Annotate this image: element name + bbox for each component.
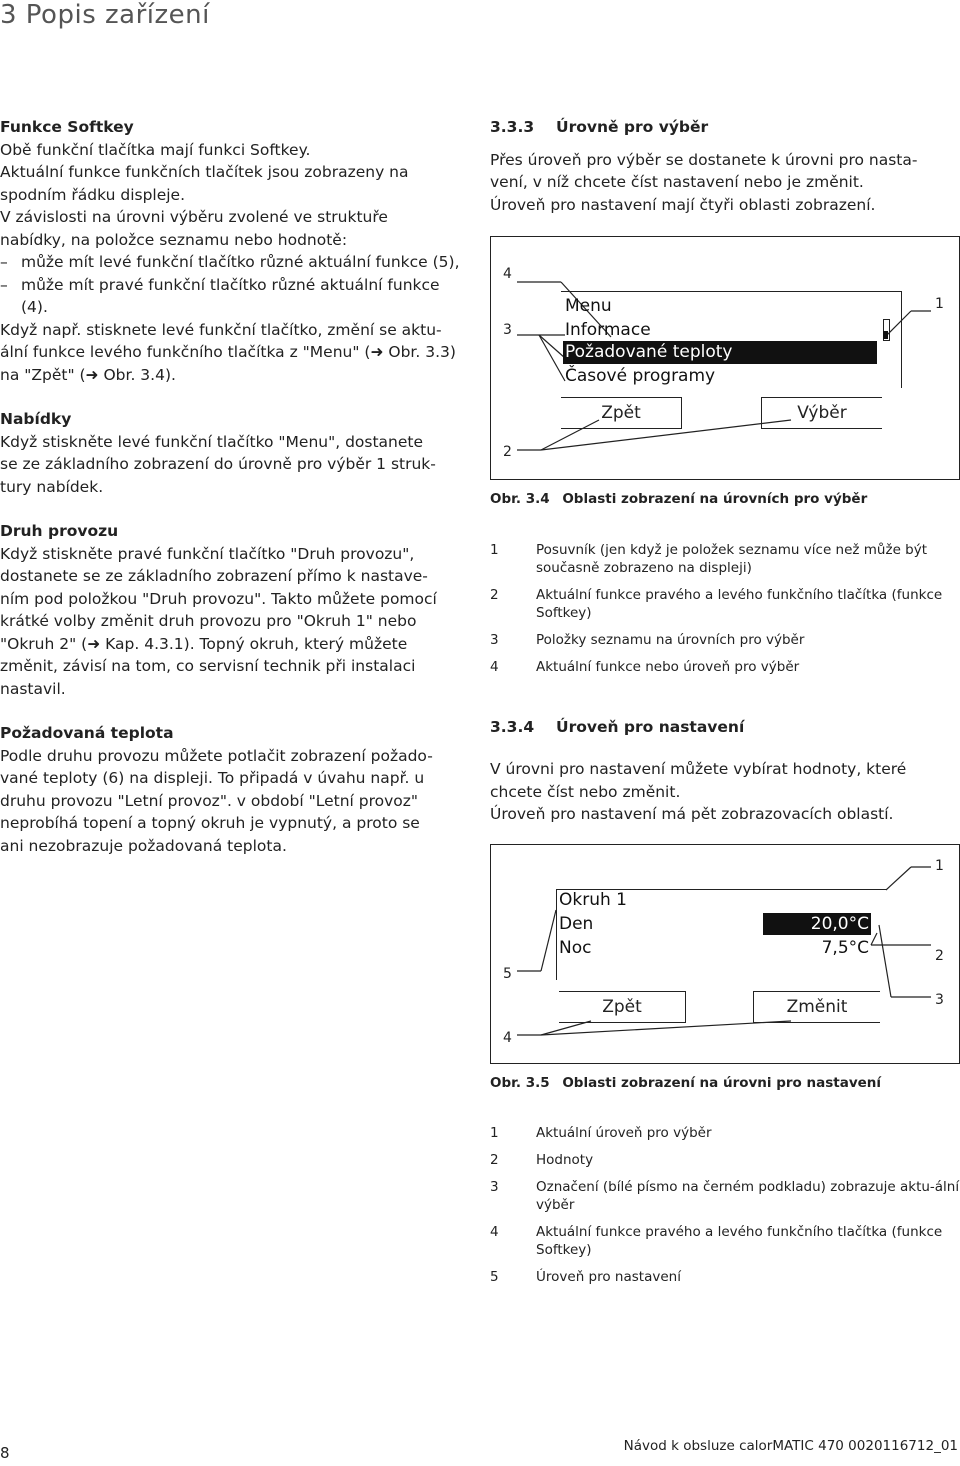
dash-item: – může mít levé funkční tlačítko různé aktuální funkce (5), [0, 251, 465, 274]
legend-number: 1 [490, 1125, 499, 1141]
section-druh-provozu [0, 520, 465, 700]
section-nabidky [0, 408, 465, 498]
callout-4: 4 [503, 1029, 512, 1046]
dash-item: – může mít pravé funkční tlačítko různé aktuální funkce (4). [0, 274, 465, 319]
legend-3-4 [490, 541, 960, 676]
text-line: V úrovni pro nastavení můžete vybírat hodnoty, které [490, 760, 907, 778]
menu-title: Menu [565, 296, 612, 316]
caption-label: Obr. 3.5 [490, 1074, 550, 1091]
legend-text: Aktuální úroveň pro výběr [536, 1125, 712, 1141]
legend-text: Aktuální funkce nebo úroveň pro výběr [536, 658, 800, 675]
figure-caption [490, 1072, 960, 1095]
figure-3-4 [490, 236, 960, 480]
section-title: Požadovaná teplota [0, 724, 174, 742]
text-line: ální funkce levého funkčního tlačítka z "Menu" (➜ Obr. 3.3) [0, 343, 456, 361]
legend-number: 1 [490, 541, 499, 558]
legend-item [490, 541, 960, 577]
callout-3: 3 [503, 322, 512, 338]
legend-number: 2 [490, 1152, 499, 1168]
chapter-header: 3 Popis zařízení [0, 0, 210, 30]
legend-text: Hodnoty [536, 1152, 594, 1168]
section-heading-3-3-3 [490, 116, 960, 139]
legend-number: 3 [490, 1179, 499, 1195]
text-line: vení, v níž chcete číst nastavení nebo je změnit. [490, 173, 864, 191]
page-number: 8 [0, 1444, 10, 1462]
row-label: Den [559, 913, 594, 934]
text-line: Když např. stisknete levé funkční tlačítko, změní se aktu- [0, 320, 442, 339]
legend-number: 5 [490, 1269, 499, 1285]
row-value: 7,5°C [821, 937, 869, 958]
section-title: Nabídky [0, 410, 72, 428]
legend-item [490, 631, 960, 649]
text-line: "Okruh 2" (➜ Kap. 4.3.1). Topný okruh, který můžete [0, 634, 408, 653]
text-line: Úroveň pro nastavení mají čtyři oblasti zobrazení. [490, 195, 876, 214]
legend-text: Aktuální funkce pravého a levého funkčního tlačítka (funkce Softkey) [536, 586, 943, 621]
text-line: chcete číst nebo změnit. [490, 782, 681, 801]
callout-5: 5 [503, 965, 512, 982]
legend-item [490, 1124, 960, 1142]
menu-item-selected: Požadované teploty [563, 341, 877, 364]
menu-item: Informace [565, 320, 651, 340]
legend-number: 4 [490, 658, 499, 675]
text-line: Obě funkční tlačítka mají funkci Softkey. [0, 140, 311, 159]
legend-item [490, 1151, 960, 1169]
legend-text: Aktuální funkce pravého a levého funkčního tlačítka (funkce Softkey) [536, 1224, 943, 1258]
text-line: Když stiskněte levé funkční tlačítko "Menu", dostanete [0, 432, 424, 451]
figure-caption [490, 488, 960, 511]
row-label: Noc [559, 937, 592, 958]
caption-text: Oblasti zobrazení na úrovních pro výběr [562, 491, 868, 507]
legend-item [490, 586, 960, 622]
caption-text: Oblasti zobrazení na úrovni pro nastavení [562, 1074, 882, 1091]
text-line: Podle druhu provozu můžete potlačit zobrazení požado- [0, 746, 433, 765]
legend-number: 2 [490, 586, 499, 603]
section-softkey [0, 116, 465, 386]
callout-1: 1 [935, 296, 944, 312]
text-line: na "Zpět" (➜ Obr. 3.4). [0, 365, 176, 384]
legend-3-5 [490, 1124, 960, 1286]
text-line: změnit, závisí na tom, co servisní technik při instalaci [0, 657, 416, 675]
text-line: Když stiskněte pravé funkční tlačítko "Druh provozu", [0, 544, 415, 563]
paragraph [490, 149, 960, 217]
text-line: druhu provozu "Letní provoz". v období "Letní provoz" [0, 791, 419, 810]
text-line: tury nabídek. [0, 477, 104, 496]
paragraph [490, 758, 960, 826]
text-line: nastavil. [0, 679, 66, 698]
text-line: se ze základního zobrazení do úrovně pro výběr 1 struk- [0, 455, 436, 473]
softkey-left: Zpět [561, 397, 682, 429]
legend-text: Položky seznamu na úrovních pro výběr [536, 631, 805, 648]
callout-1: 1 [935, 857, 944, 874]
text-line: nabídky, na položce seznamu nebo hodnotě: [0, 230, 348, 249]
text-line: Přes úroveň pro výběr se dostanete k úrovni pro nasta- [490, 150, 918, 169]
callout-2: 2 [503, 444, 512, 460]
legend-item [490, 1268, 960, 1286]
softkey-right: Změnit [753, 991, 880, 1023]
section-pozadovana-teplota [0, 722, 465, 857]
section-heading-3-3-4 [490, 716, 960, 739]
text-line: Úroveň pro nastavení má pět zobrazovacích oblastí. [490, 805, 894, 823]
text-line: V závislosti na úrovni výběru zvolené ve struktuře [0, 208, 388, 226]
row-value-selected: 20,0°C [763, 913, 871, 936]
dash-list [0, 251, 465, 319]
figure-3-5 [490, 844, 960, 1064]
legend-item [490, 658, 960, 676]
legend-item [490, 1178, 960, 1214]
text-line: ani nezobrazuje požadovaná teplota. [0, 836, 287, 855]
text-line: vané teploty (6) na displeji. To připadá v úvahu např. u [0, 769, 425, 787]
softkey-right: Výběr [761, 397, 882, 429]
legend-text: Úroveň pro nastavení [536, 1269, 681, 1285]
right-column [490, 116, 960, 1295]
section-title: Úrovně pro výběr [556, 118, 709, 136]
callout-3: 3 [935, 991, 944, 1008]
callout-2: 2 [935, 947, 944, 964]
left-column [0, 116, 465, 879]
text-line: spodním řádku displeje. [0, 185, 186, 204]
softkey-left: Zpět [559, 991, 686, 1023]
text-line: dostanete se ze základního zobrazení přímo k nastave- [0, 567, 428, 585]
menu-item: Časové programy [565, 366, 716, 386]
legend-text: Označení (bílé písmo na černém podkladu) zobrazuje aktu-ální výběr [536, 1179, 960, 1213]
legend-item [490, 1223, 960, 1259]
legend-text: Posuvník (jen když je položek seznamu více než může být současně zobrazeno na displeji) [536, 541, 928, 576]
section-number: 3.3.3 [490, 118, 535, 136]
callout-4: 4 [503, 266, 512, 282]
text-line: neprobíhá topení a topný okruh je vypnutý, a proto se [0, 814, 420, 832]
section-title: Druh provozu [0, 522, 119, 540]
settings-title: Okruh 1 [559, 889, 627, 910]
scrollbar-thumb [883, 331, 888, 339]
section-title: Funkce Softkey [0, 118, 134, 136]
caption-label: Obr. 3.4 [490, 491, 550, 507]
document-title: Návod k obsluze calorMATIC 470 0020116712_01 [623, 1438, 958, 1454]
section-title: Úroveň pro nastavení [556, 717, 745, 736]
text-line: ním pod položkou "Druh provozu". Takto můžete pomocí [0, 589, 437, 608]
legend-number: 3 [490, 631, 499, 648]
text-line: Aktuální funkce funkčních tlačítek jsou zobrazeny na [0, 163, 409, 181]
legend-number: 4 [490, 1224, 499, 1240]
text-line: krátké volby změnit druh provozu pro "Okruh 1" nebo [0, 612, 417, 630]
section-number: 3.3.4 [490, 717, 535, 736]
